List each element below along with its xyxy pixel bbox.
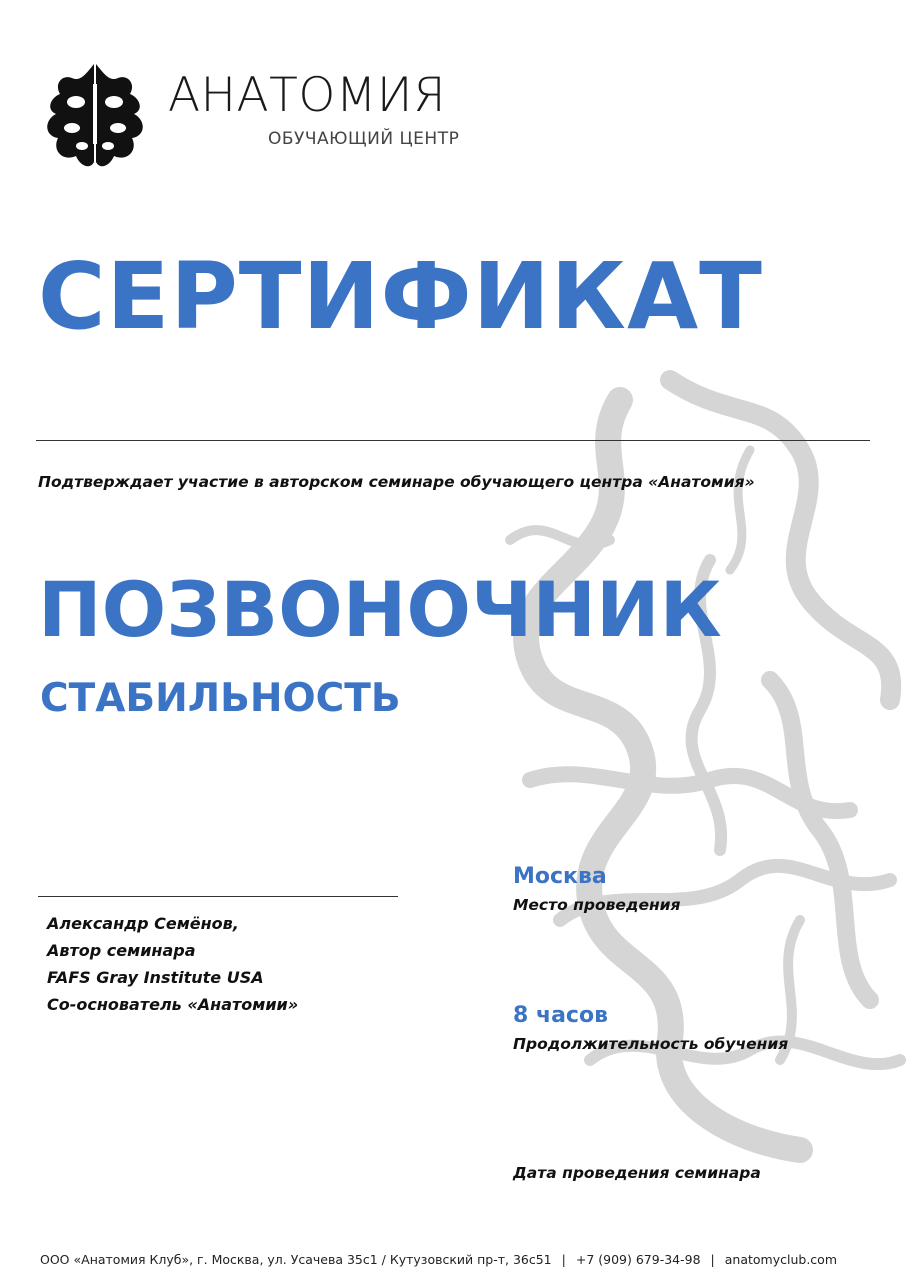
author-name: Александр Семёнов, — [47, 914, 239, 933]
confirmation-text: Подтверждает участие в авторском семинаре обучающего центра «Анатомия» — [38, 473, 755, 491]
date-block — [513, 1158, 761, 1182]
course-title: ПОЗВОНОЧНИК — [38, 565, 722, 654]
footer — [40, 1252, 837, 1267]
signature-line — [38, 896, 398, 897]
footer-phone[interactable]: +7 (909) 679-34-98 — [575, 1252, 701, 1267]
author-role: Автор семинара — [47, 941, 196, 960]
course-subtitle: СТАБИЛЬНОСТЬ — [40, 676, 401, 721]
place-value: Москва — [513, 864, 607, 889]
certificate-title: СЕРТИФИКАТ — [38, 243, 763, 350]
title-divider — [36, 440, 870, 441]
footer-website[interactable]: anatomyclub.com — [724, 1252, 838, 1267]
anatomy-logo-icon — [36, 54, 154, 174]
place-label: Место проведения — [513, 896, 681, 915]
place-block — [513, 864, 680, 914]
logo-subtitle: ОБУЧАЮЩИЙ ЦЕНТР — [268, 129, 460, 149]
footer-address: ООО «Анатомия Клуб», г. Москва, ул. Усачева 35с1 / Кутузовский пр-т, 36с51 — [40, 1252, 552, 1267]
logo-name: АНАТОМИЯ — [168, 68, 447, 123]
author-cofounder: Со-основатель «Анатомии» — [47, 995, 299, 1014]
duration-label: Продолжительность обучения — [513, 1035, 789, 1054]
duration-block — [513, 1003, 788, 1053]
footer-separator: | — [561, 1252, 566, 1267]
author-affiliation: FAFS Gray Institute USA — [47, 968, 264, 987]
footer-separator: | — [710, 1252, 715, 1267]
author-block — [47, 910, 298, 1018]
duration-value: 8 часов — [513, 1003, 608, 1028]
date-label: Дата проведения семинара — [513, 1164, 761, 1182]
logo — [36, 54, 459, 174]
